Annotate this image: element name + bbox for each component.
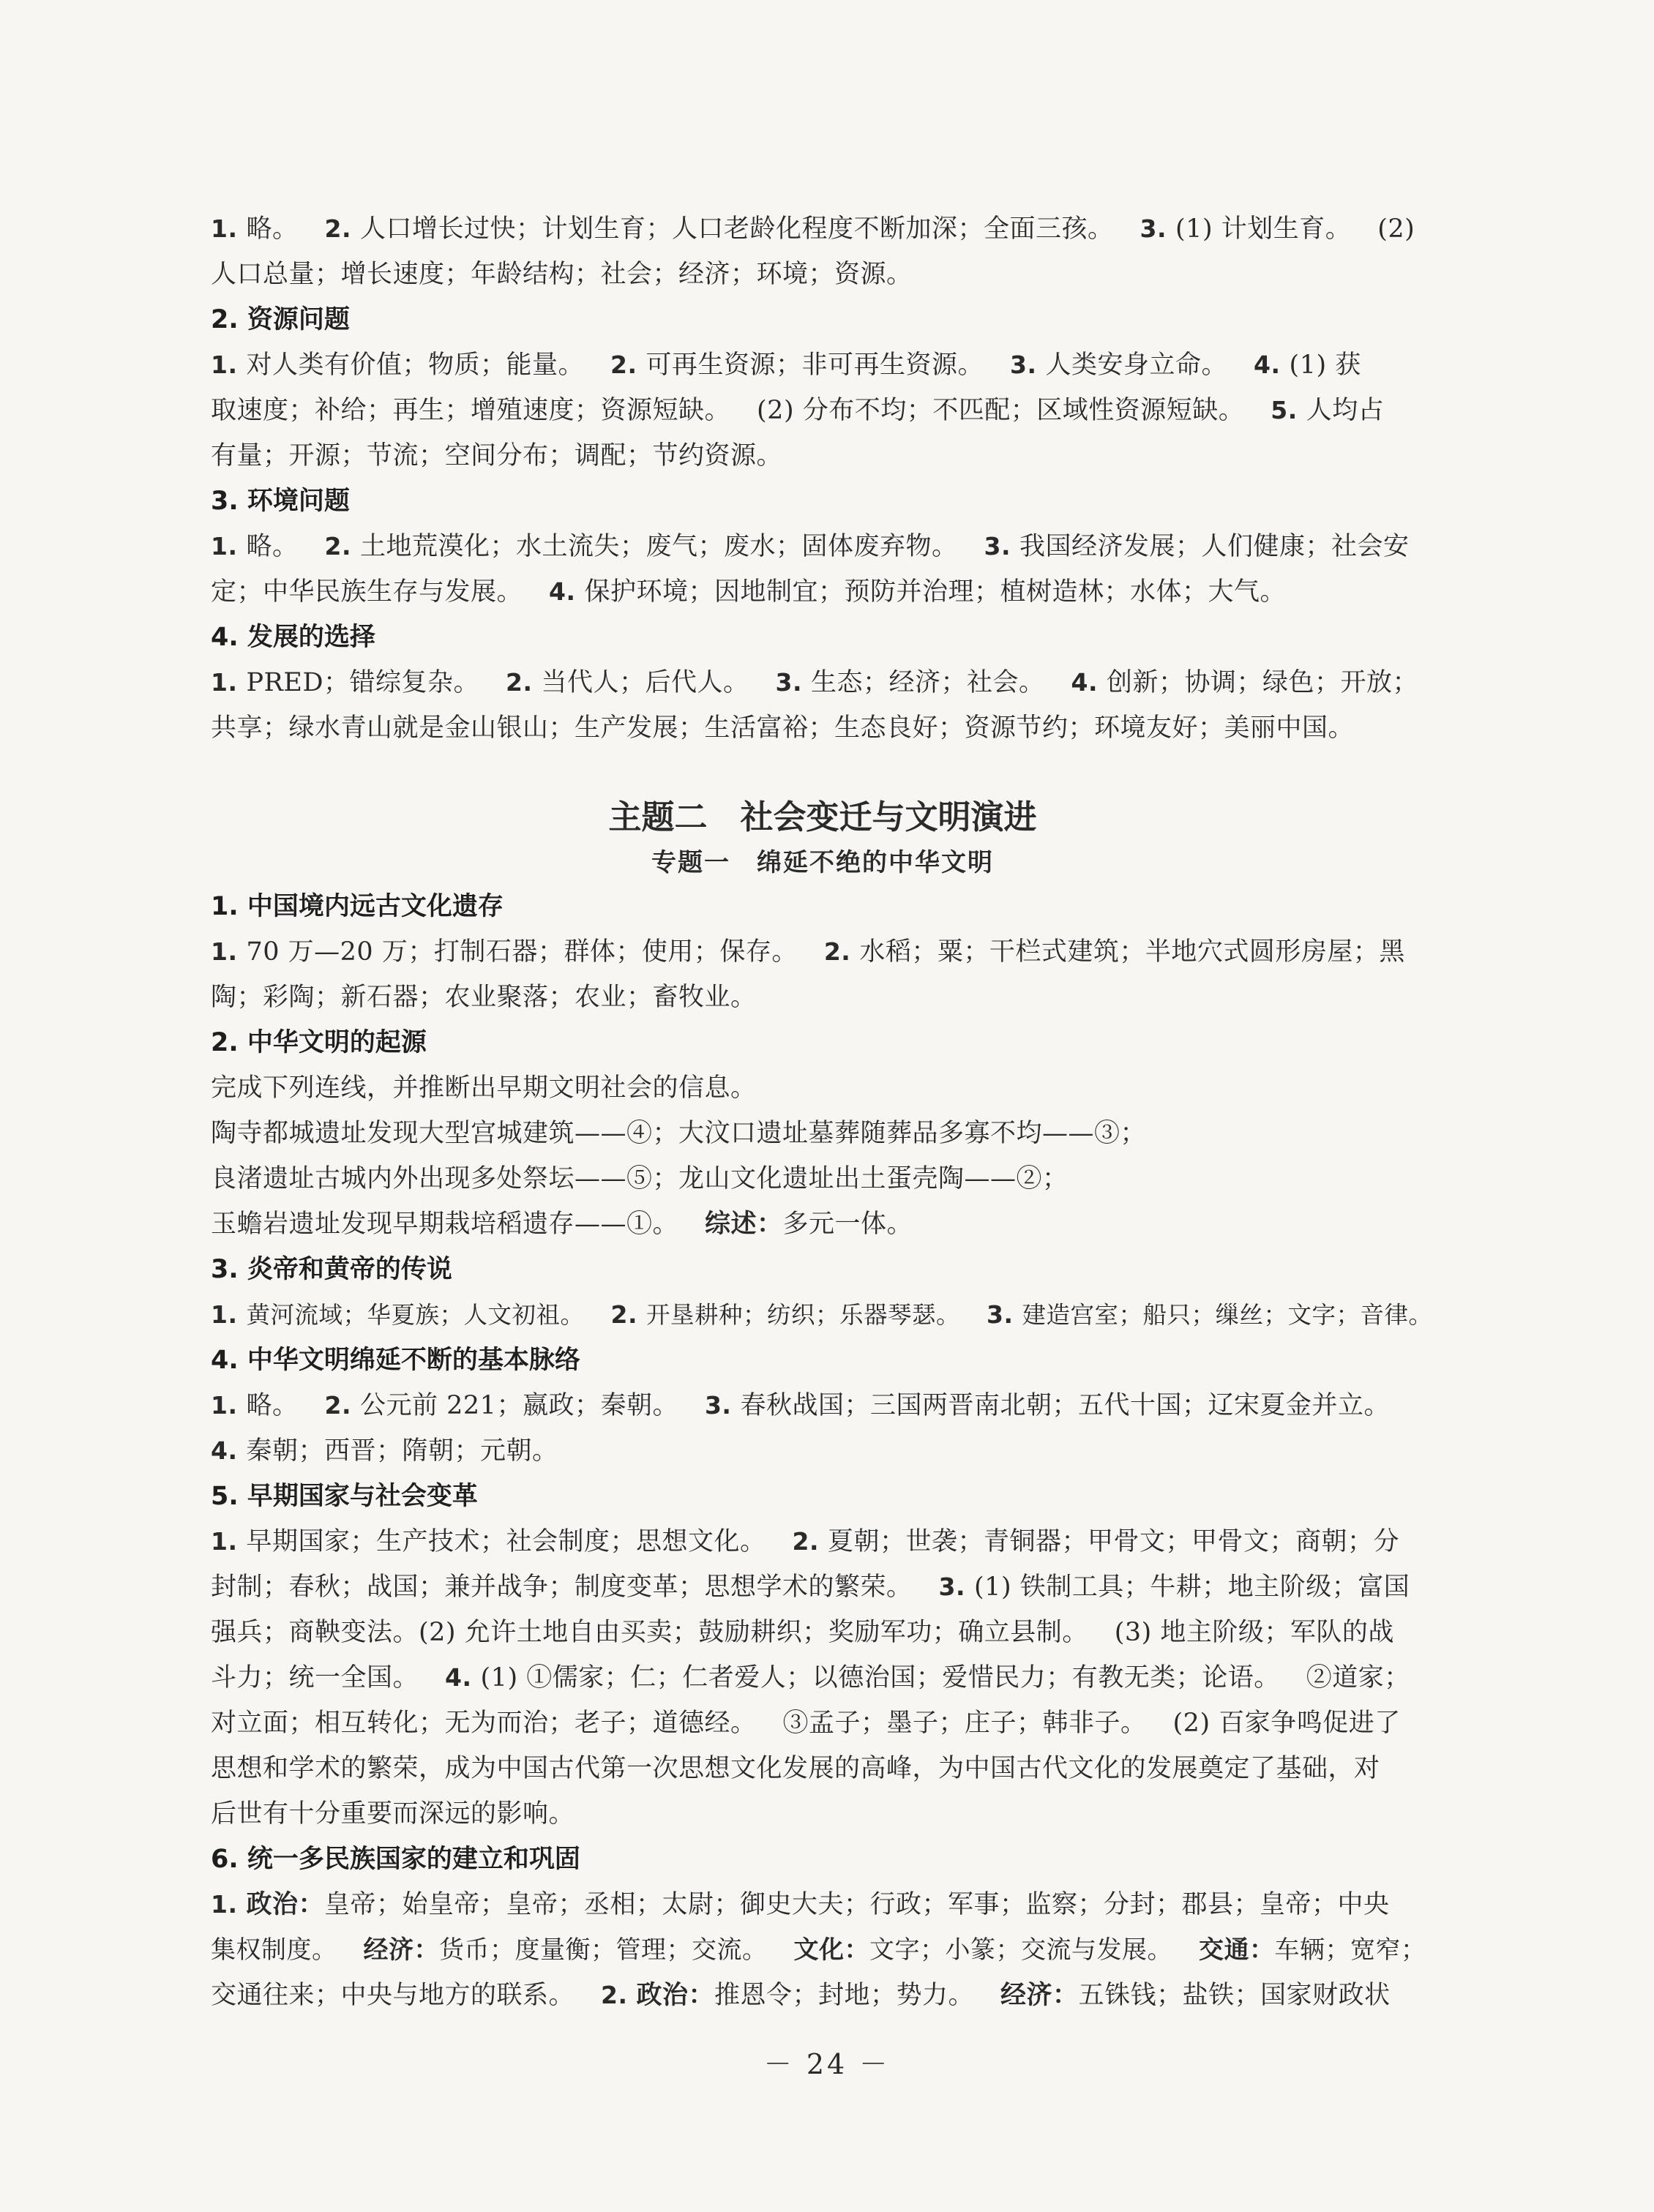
- item-number: 1.: [211, 1527, 247, 1556]
- answer-text: (1) 获: [1289, 350, 1361, 380]
- answer-text: PRED；错综复杂。: [246, 668, 480, 697]
- answer-text: 70 万—20 万；打制石器；群体；使用；保存。: [246, 937, 798, 967]
- answer-text: 略。: [246, 1391, 299, 1420]
- answer-segment: [1071, 668, 1419, 697]
- theme-title: 主题二 社会变迁与文明演进: [608, 798, 1037, 836]
- section-heading: 3. 环境问题: [211, 487, 350, 516]
- answer-text: 封制；春秋；战国；兼并战争；制度变革；思想学术的繁荣。: [211, 1572, 913, 1602]
- answer-segment: [325, 532, 958, 561]
- answer-text: 当代人；后代人。: [541, 668, 749, 697]
- item-number: 2.: [324, 532, 361, 561]
- answer-text: 开垦耕种；纺织；乐器琴瑟。: [646, 1301, 961, 1329]
- item-number: 4.: [1254, 350, 1290, 379]
- answer-segment: [1000, 1981, 1391, 2010]
- answer-segment: [211, 1572, 913, 1602]
- answer-text: 早期国家；生产技术；社会制度；思想文化。: [246, 1527, 766, 1556]
- item-number: 2.: [506, 668, 542, 697]
- answer-segment: [211, 577, 523, 607]
- answer-text: 有量；开源；节流；空间分布；调配；节约资源。: [211, 441, 783, 470]
- item-number: 1.: [211, 1300, 247, 1329]
- answer-label: 交通：: [1199, 1935, 1275, 1965]
- topic-subtitle: 专题一 绵延不绝的中华文明: [651, 848, 994, 877]
- answer-text: 定；中华民族生存与发展。: [211, 577, 523, 607]
- text-line: [211, 1564, 1434, 1610]
- text-line: [211, 524, 1434, 569]
- answer-text: 交通往来；中央与地方的联系。: [211, 1981, 575, 2010]
- text-line: [211, 1111, 1434, 1156]
- item-number: 1.: [211, 1890, 247, 1919]
- section-heading: 4. 中华文明绵延不断的基本脉络: [211, 1346, 580, 1375]
- answer-text: 五铢钱；盐铁；国家财政状: [1078, 1981, 1391, 2010]
- answer-text: 创新；协调；绿色；开放；: [1107, 668, 1419, 697]
- answer-label: 经济：: [1000, 1981, 1079, 2010]
- page-number: － 24 －: [763, 2048, 891, 2080]
- answer-segment: [211, 1754, 1380, 1783]
- text-line: [211, 569, 1434, 615]
- item-number: 4.: [445, 1663, 481, 1692]
- answer-text: 土地荒漠化；水土流失；废气；废水；固体废弃物。: [360, 532, 958, 561]
- section-heading: 6. 统一多民族国家的建立和巩固: [211, 1845, 580, 1874]
- answer-text: (2) 百家争鸣促进了: [1172, 1709, 1401, 1738]
- answer-text: 公元前 221；嬴政；秦朝。: [360, 1391, 678, 1420]
- text-line: [211, 1292, 1434, 1338]
- text-line: [211, 1791, 1434, 1837]
- answer-text: 皇帝；始皇帝；皇帝；丞相；太尉；御史大夫；行政；军事；监察；分封；郡县；皇帝；中央: [324, 1890, 1390, 1919]
- answer-segment: [211, 1890, 1390, 1919]
- answer-text: 思想和学术的繁荣，成为中国古代第一次思想文化发展的高峰，为中国古代文化的发展奠定了基础，对: [211, 1754, 1380, 1783]
- answer-segment: [506, 668, 749, 697]
- text-line: [211, 1701, 1434, 1746]
- answer-text: (2): [1377, 214, 1415, 244]
- page-content: [211, 206, 1434, 2018]
- answer-segment: [211, 350, 584, 380]
- answer-text: 货币；度量衡；管理；交流。: [439, 1935, 768, 1965]
- answer-segment: [211, 1301, 585, 1329]
- text-line: [211, 975, 1434, 1020]
- item-number: 2.: [324, 1391, 361, 1420]
- answer-text: 保护环境；因地制宜；预防并治理；植树造林；水体；大气。: [584, 577, 1287, 607]
- item-number: 3.: [1010, 350, 1046, 379]
- answer-segment: [211, 713, 1354, 743]
- answer-segment: [776, 668, 1045, 697]
- text-line: [211, 1610, 1434, 1655]
- item-number: 2.: [610, 350, 646, 379]
- answer-segment: [211, 1436, 558, 1466]
- answer-segment: [211, 1935, 337, 1965]
- answer-label: 文化：: [793, 1935, 869, 1965]
- answer-segment: [211, 441, 782, 470]
- answer-text: 对立面；相互转化；无为而治；老子；道德经。: [211, 1709, 757, 1738]
- item-number: 1.: [211, 350, 247, 379]
- answer-segment: [211, 668, 479, 697]
- answer-segment: [1173, 1709, 1401, 1738]
- answer-segment: [1140, 214, 1352, 244]
- section-heading: 5. 早期国家与社会变革: [211, 1482, 478, 1511]
- item-number: 2.: [823, 937, 860, 966]
- answer-text: 良渚遗址古城内外出现多处祭坛——⑤；龙山文化遗址出土蛋壳陶——②；: [211, 1164, 1069, 1193]
- item-number: 1.: [211, 532, 247, 561]
- answer-segment: [364, 1935, 768, 1965]
- text-line: [211, 1973, 1434, 2018]
- answer-segment: [211, 1073, 757, 1103]
- answer-text: 后世有十分重要而深远的影响。: [211, 1799, 575, 1829]
- section-heading: 2. 中华文明的起源: [211, 1028, 427, 1057]
- answer-segment: [549, 577, 1286, 607]
- answer-text: 文字；小篆；交流与发展。: [869, 1935, 1172, 1965]
- answer-text: 车辆；宽窄；: [1274, 1935, 1426, 1965]
- answer-segment: [325, 214, 1114, 244]
- answer-segment: [1271, 396, 1384, 425]
- answer-text: 略。: [246, 214, 299, 244]
- item-number: 2.: [601, 1981, 637, 2009]
- answer-text: 完成下列连线，并推断出早期文明社会的信息。: [211, 1073, 757, 1103]
- answer-label: 经济：: [363, 1935, 439, 1965]
- answer-segment: [757, 396, 1244, 425]
- item-number: 3.: [1140, 214, 1176, 243]
- item-number: 4.: [1071, 668, 1107, 697]
- answer-text: 人均占: [1306, 396, 1385, 425]
- item-number: 2.: [324, 214, 361, 243]
- text-line: [211, 342, 1434, 388]
- answer-text: 多元一体。: [782, 1210, 913, 1239]
- item-number: 2.: [792, 1527, 828, 1556]
- answer-text: 可再生资源；非可再生资源。: [645, 350, 984, 380]
- answer-text: 推恩令；封地；势力。: [714, 1981, 975, 2010]
- answer-segment: [211, 1210, 678, 1239]
- answer-segment: [211, 1119, 1146, 1148]
- answer-text: 陶；彩陶；新石器；农业聚落；农业；畜牧业。: [211, 983, 757, 1012]
- answer-segment: [987, 1301, 1433, 1329]
- answer-text: 略。: [246, 532, 299, 561]
- answer-segment: [211, 532, 299, 561]
- text-line: [211, 388, 1434, 433]
- answer-segment: [705, 1391, 1390, 1420]
- answer-segment: [1254, 350, 1361, 380]
- text-line: [211, 1655, 1434, 1701]
- answer-segment: [824, 937, 1405, 967]
- answer-text: 共享；绿水青山就是金山银山；生产发展；生活富裕；生态良好；资源节约；环境友好；美丽中国。: [211, 713, 1355, 743]
- item-number: 4.: [211, 1436, 247, 1465]
- answer-text: (1) 计划生育。: [1175, 214, 1352, 244]
- answer-segment: [211, 1164, 1069, 1193]
- answer-segment: [211, 396, 730, 425]
- answer-segment: [705, 1210, 913, 1239]
- answer-segment: [211, 1663, 419, 1692]
- answer-segment: [211, 1799, 575, 1829]
- text-line: [211, 1201, 1434, 1247]
- text-line: [211, 1927, 1434, 1973]
- item-number: 2.: [610, 1300, 647, 1329]
- answer-segment: [984, 532, 1410, 561]
- answer-segment: [1010, 350, 1227, 380]
- answer-segment: [793, 1527, 1400, 1556]
- text-line: [211, 705, 1434, 751]
- text-line: [211, 1065, 1434, 1111]
- text-line: [211, 929, 1434, 975]
- section-heading: 4. 发展的选择: [211, 623, 375, 652]
- answer-text: 人类安身立命。: [1045, 350, 1228, 380]
- item-number: 1.: [211, 937, 247, 966]
- answer-segment: [211, 1709, 757, 1738]
- text-line: [211, 1519, 1434, 1564]
- answer-segment: [211, 1981, 575, 2010]
- answer-segment: [445, 1663, 1280, 1692]
- answer-text: (1) ①儒家；仁；仁者爱人；以德治国；爱惜民力；有教无类；论语。: [480, 1663, 1280, 1692]
- answer-label: 政治：: [246, 1890, 325, 1919]
- answer-text: 取速度；补给；再生；增殖速度；资源短缺。: [211, 396, 731, 425]
- answer-text: 陶寺都城遗址发现大型宫城建筑——④；大汶口遗址墓葬随葬品多寡不均——③；: [211, 1119, 1147, 1148]
- item-number: 3.: [984, 532, 1020, 561]
- answer-label: 综述：: [705, 1210, 783, 1239]
- answer-segment: [325, 1391, 678, 1420]
- answer-text: 夏朝；世袭；青铜器；甲骨文；甲骨文；商朝；分: [828, 1527, 1400, 1556]
- answer-segment: [211, 260, 913, 289]
- answer-segment: [601, 1981, 974, 2010]
- section-heading: 1. 中国境内远古文化遗存: [211, 892, 504, 921]
- answer-text: (2) 分布不均；不匹配；区域性资源短缺。: [757, 396, 1245, 425]
- answer-segment: [211, 214, 299, 244]
- text-line: [211, 1746, 1434, 1791]
- text-line: [211, 252, 1434, 297]
- answer-segment: [211, 937, 798, 967]
- answer-text: 集权制度。: [211, 1935, 337, 1965]
- text-line: [211, 1428, 1434, 1474]
- answer-text: 斗力；统一全国。: [211, 1663, 419, 1692]
- answer-label: 政治：: [636, 1981, 715, 2010]
- answer-segment: [1306, 1663, 1410, 1692]
- answer-segment: [610, 350, 984, 380]
- section-heading: 2. 资源问题: [211, 305, 350, 334]
- answer-text: 秦朝；西晋；隋朝；元朝。: [246, 1436, 558, 1466]
- answer-segment: [1115, 1618, 1394, 1647]
- answer-text: 人口增长过快；计划生育；人口老龄化程度不断加深；全面三孩。: [360, 214, 1114, 244]
- answer-segment: [211, 1527, 766, 1556]
- item-number: 1.: [211, 1391, 247, 1420]
- answer-segment: [1199, 1935, 1426, 1965]
- answer-text: 水稻；粟；干栏式建筑；半地穴式圆形房屋；黑: [859, 937, 1405, 967]
- text-line: [211, 433, 1434, 479]
- answer-text: 建造宫室；船只；缫丝；文字；音律。: [1022, 1301, 1433, 1329]
- item-number: 3.: [775, 668, 812, 697]
- answer-segment: [211, 983, 757, 1012]
- answer-segment: [211, 1391, 299, 1420]
- answer-text: ②道家；: [1306, 1663, 1410, 1692]
- answer-text: 对人类有价值；物质；能量。: [246, 350, 585, 380]
- item-number: 3.: [938, 1572, 975, 1601]
- answer-text: ③孟子；墨子；庄子；韩非子。: [782, 1709, 1147, 1738]
- item-number: 1.: [211, 214, 247, 243]
- text-line: [211, 1882, 1434, 1927]
- answer-segment: [939, 1572, 1410, 1602]
- item-number: 5.: [1271, 396, 1306, 424]
- text-line: [211, 1383, 1434, 1428]
- item-number: 4.: [549, 577, 585, 606]
- answer-segment: [1377, 214, 1415, 244]
- text-line: [211, 660, 1434, 705]
- answer-text: 强兵；商鞅变法。(2) 允许土地自由买卖；鼓励耕织；奖励军功；确立县制。: [211, 1618, 1088, 1647]
- answer-segment: [783, 1709, 1147, 1738]
- item-number: 1.: [211, 668, 247, 697]
- item-number: 3.: [704, 1391, 741, 1420]
- text-line: [211, 1156, 1434, 1201]
- answer-text: (1) 铁制工具；牛耕；地主阶级；富国: [974, 1572, 1410, 1602]
- item-number: 3.: [987, 1300, 1022, 1329]
- answer-text: 黄河流域；华夏族；人文初祖。: [246, 1301, 585, 1329]
- answer-segment: [211, 1618, 1088, 1647]
- answer-text: (3) 地主阶级；军队的战: [1114, 1618, 1394, 1647]
- answer-text: 生态；经济；社会。: [811, 668, 1045, 697]
- answer-text: 人口总量；增长速度；年龄结构；社会；经济；环境；资源。: [211, 260, 913, 289]
- answer-text: 玉蟾岩遗址发现早期栽培稻遗存——①。: [211, 1210, 679, 1239]
- answer-text: 春秋战国；三国两晋南北朝；五代十国；辽宋夏金并立。: [740, 1391, 1390, 1420]
- answer-segment: [611, 1301, 961, 1329]
- answer-segment: [794, 1935, 1173, 1965]
- section-heading: 3. 炎帝和黄帝的传说: [211, 1255, 452, 1284]
- answer-text: 我国经济发展；人们健康；社会安: [1019, 532, 1410, 561]
- text-line: [211, 206, 1434, 252]
